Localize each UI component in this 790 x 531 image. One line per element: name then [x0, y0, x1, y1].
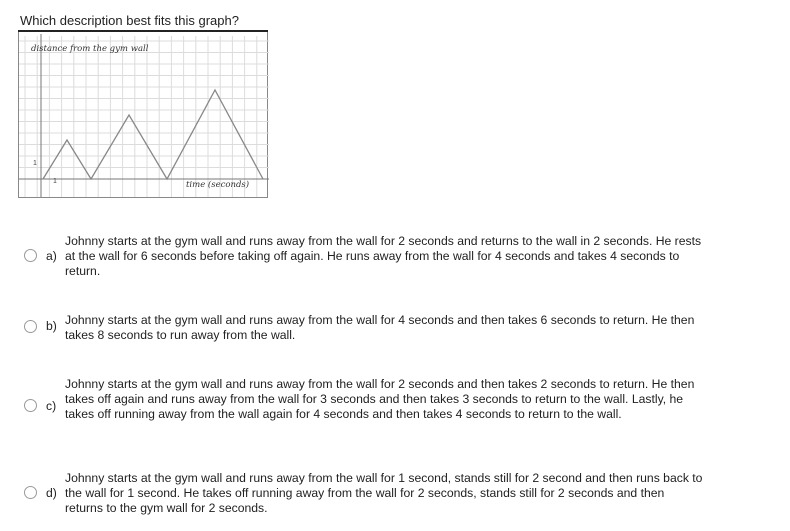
option-c-text: Johnny starts at the gym wall and runs away from the wall for 2 seconds and then takes 2 seconds to return. He then takes off again and runs away from the wall for 3 seconds and then takes 3 seconds to return to the wall. Lastly, he takes off running away from the wall again for 4 seconds and then takes 4 seconds to return to the wall. [65, 377, 695, 421]
option-b[interactable] [24, 313, 714, 345]
distance-time-line [43, 90, 263, 179]
graph-plot [19, 32, 269, 198]
option-b-radio[interactable] [24, 320, 37, 333]
option-a[interactable] [24, 234, 714, 280]
option-a-letter: a) [46, 249, 57, 263]
graph-y-tick-label: 1 [33, 160, 37, 167]
option-c[interactable] [24, 377, 714, 439]
option-a-radio[interactable] [24, 249, 37, 262]
graph-x-tick-label: 1 [53, 178, 57, 185]
graph-x-axis-label: time (seconds) [186, 180, 250, 190]
option-d-letter: d) [46, 486, 57, 500]
option-b-letter: b) [46, 319, 57, 333]
option-c-radio[interactable] [24, 399, 37, 412]
option-a-text: Johnny starts at the gym wall and runs away from the wall for 2 seconds and returns to the wall in 2 seconds. He rests at the wall for 6 seconds before taking off again. He runs away from the wall for 4 seconds and takes 4 seconds to return. [65, 234, 702, 278]
question-prompt: Which description best fits this graph? [20, 13, 239, 28]
option-b-text: Johnny starts at the gym wall and runs away from the wall for 4 seconds and then takes 6 seconds to return. He then takes 8 seconds to run away from the wall. [65, 313, 695, 342]
option-c-letter: c) [46, 399, 57, 413]
option-d-radio[interactable] [24, 486, 37, 499]
graph-y-axis-label: distance from the gym wall [31, 44, 149, 54]
option-d[interactable] [24, 471, 714, 517]
option-d-text: Johnny starts at the gym wall and runs away from the wall for 1 second, stands still for 2 second and then runs back to the wall for 1 second. He takes off running away from the wall for 2 seconds, stands still for 2 seconds and then returns to the gym wall for 2 seconds. [65, 471, 703, 515]
distance-time-graph [18, 32, 268, 198]
